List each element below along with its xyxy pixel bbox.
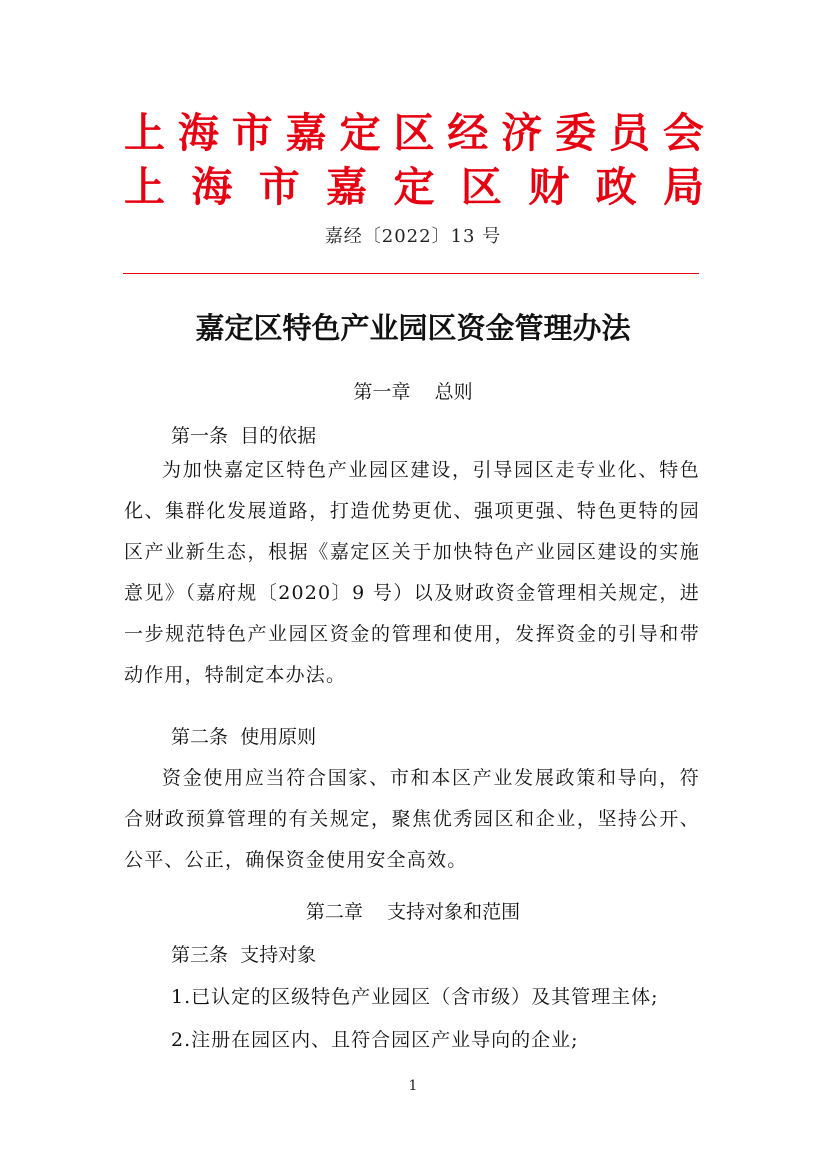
article-paragraph-2: 资金使用应当符合国家、市和本区产业发展政策和导向，符合财政预算管理的有关规定，聚焦优秀园区和企业，坚持公开、公平、公正，确保资金使用安全高效。 — [124, 767, 700, 871]
article-heading-3: 第三条 支持对象 — [171, 944, 317, 966]
masthead-char: 上 — [124, 163, 165, 211]
red-separator-rule — [123, 273, 699, 274]
page-number: 1 — [408, 1078, 418, 1094]
masthead-char: 经 — [447, 109, 489, 157]
article-heading-1: 第一条 目的依据 — [171, 425, 317, 447]
masthead-char: 上 — [124, 109, 165, 157]
article-heading-2: 第二条 使用原则 — [171, 726, 317, 748]
masthead-char: 海 — [191, 163, 233, 211]
masthead-char: 局 — [663, 163, 704, 211]
masthead-char: 会 — [662, 109, 704, 157]
article-paragraph-1: 为加快嘉定区特色产业园区建设，引导园区走专业化、特色化、集群化发展道路，打造优势更优、强项更强、特色更特的园区产业新生态，根据《嘉定区关于加快特色产业园区建设的实施意见》（嘉府规〔2020〕9 号）以及财政资金管理相关规定，进一步规范特色产业园区资金的管理和使用，发挥资金的引导和带动作用，特制定本办法。 — [124, 459, 700, 686]
masthead-char: 政 — [595, 163, 637, 211]
list-item: 2.注册在园区内、且符合园区产业导向的企业; — [171, 1029, 579, 1051]
masthead-char: 市 — [258, 163, 300, 211]
masthead-char: 嘉 — [326, 163, 368, 211]
issuer-masthead-line-2 — [124, 161, 704, 213]
masthead-char: 济 — [501, 109, 543, 157]
masthead-char: 区 — [460, 163, 502, 211]
masthead-char: 海 — [177, 109, 219, 157]
masthead-char: 定 — [393, 163, 435, 211]
masthead-char: 财 — [528, 163, 570, 211]
document-number: 嘉经〔2022〕13 号 — [324, 226, 502, 247]
masthead-char: 定 — [339, 109, 381, 157]
chapter-heading-2: 第二章 支持对象和范围 — [305, 901, 521, 923]
chapter-heading-1: 第一章 总则 — [353, 381, 473, 403]
document-title: 嘉定区特色产业园区资金管理办法 — [195, 311, 631, 345]
issuer-masthead-line-1 — [124, 107, 704, 159]
list-item: 1.已认定的区级特色产业园区（含市级）及其管理主体; — [171, 986, 659, 1008]
masthead-char: 市 — [231, 109, 273, 157]
masthead-char: 员 — [609, 109, 651, 157]
masthead-char: 委 — [555, 109, 597, 157]
masthead-char: 区 — [393, 109, 435, 157]
masthead-char: 嘉 — [285, 109, 327, 157]
